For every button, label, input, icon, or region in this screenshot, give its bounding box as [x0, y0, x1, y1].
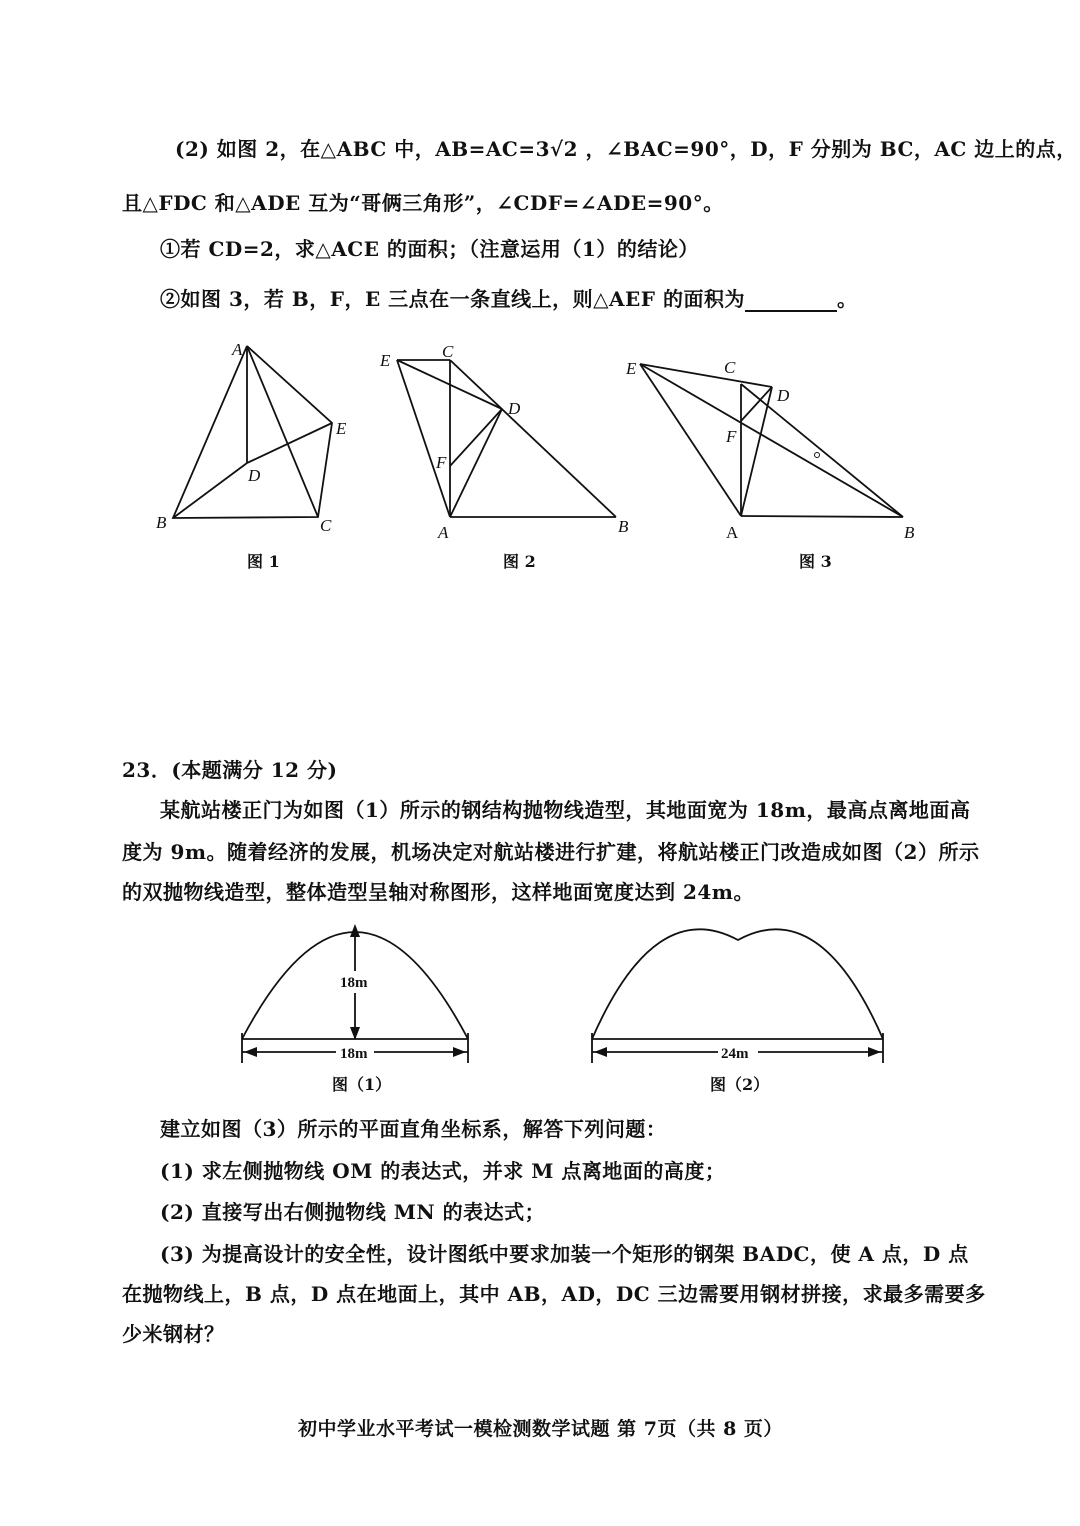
fig3-label-D: D [777, 386, 790, 405]
q23-p3: 的双抛物线造型，整体造型呈轴对称图形，这样地面宽度达到 24m。 [122, 880, 754, 904]
parabola-figure-2 [580, 915, 895, 1070]
q23-p4: 建立如图（3）所示的平面直角坐标系，解答下列问题： [160, 1117, 667, 1141]
fig1-label-B: B [156, 513, 167, 532]
q23-header: 23．(本题满分 12 分) [122, 758, 338, 782]
q22-line1: (2) 如图 2，在△ABC 中，AB=AC=3√2 ，∠BAC=90°，D，F 分别为 BC，AC 边上的点， [175, 137, 1077, 161]
fig1-caption: 图 1 [247, 552, 280, 571]
fig3-label-E: E [626, 359, 637, 378]
figure-1 [140, 335, 370, 545]
fig2-label-D: D [508, 399, 521, 418]
parabola-fig1-caption: 图（1） [332, 1075, 392, 1094]
fig3-label-F: F [726, 427, 737, 446]
q23-p1: 某航站楼正门为如图（1）所示的钢结构抛物线造型，其地面宽为 18m，最高点离地面高 [160, 798, 971, 822]
q23-q3c: 少米钢材？ [122, 1322, 225, 1346]
q23-q2: (2) 直接写出右侧抛物线 MN 的表达式； [160, 1200, 546, 1224]
answer-blank [745, 292, 837, 312]
q23-q3a: (3) 为提高设计的安全性，设计图纸中要求加装一个矩形的钢架 BADC，使 A 点，D 点 [160, 1242, 969, 1266]
fig1-label-C: C [320, 516, 332, 535]
fig-2-width-label: 24m [721, 1046, 749, 1062]
q22-item2 [160, 283, 857, 312]
q23-q1: (1) 求左侧抛物线 OM 的表达式，并求 M 点离地面的高度； [160, 1159, 726, 1183]
fig-1-height-label: 18m [340, 975, 368, 991]
fig1-label-A: A [232, 340, 243, 359]
fig2-label-B: B [618, 517, 629, 536]
q23-p2: 度为 9m。随着经济的发展，机场决定对航站楼进行扩建，将航站楼正门改造成如图（2）所示 [122, 840, 980, 864]
fig2-label-F: F [436, 453, 447, 472]
q22-item1: ①若 CD=2，求△ACE 的面积；（注意运用（1）的结论） [160, 237, 699, 261]
q22-line2: 且△FDC 和△ADE 互为“哥俩三角形”，∠CDF=∠ADE=90°。 [122, 191, 724, 215]
q23-q3b: 在抛物线上，B 点，D 点在地面上，其中 AB，AD，DC 三边需要用钢材拼接，求最多需要多 [122, 1282, 986, 1306]
fig3-dot [815, 453, 820, 458]
fig2-label-C: C [442, 342, 454, 361]
figure-3 [620, 350, 920, 550]
fig2-label-A: A [438, 523, 449, 542]
q22-item2-end: 。 [836, 287, 858, 311]
fig3-caption: 图 3 [799, 552, 832, 571]
fig1-label-E: E [336, 419, 347, 438]
figure-2 [370, 340, 640, 545]
fig3-label-C: C [724, 358, 736, 377]
fig1-label-D: D [248, 466, 261, 485]
fig3-label-A: A [726, 523, 739, 542]
fig2-label-E: E [380, 351, 391, 370]
page-footer: 初中学业水平考试一模检测数学试题 第 7页（共 8 页） [298, 1418, 783, 1440]
q22-item2-text: ②如图 3，若 B，F，E 三点在一条直线上，则△AEF 的面积为 [160, 287, 745, 311]
fig-1-width-label: 18m [340, 1046, 368, 1062]
fig2-caption: 图 2 [503, 552, 536, 571]
fig3-label-B: B [904, 523, 915, 542]
parabola-figure-1 [230, 915, 480, 1070]
parabola-fig2-caption: 图（2） [710, 1075, 770, 1094]
